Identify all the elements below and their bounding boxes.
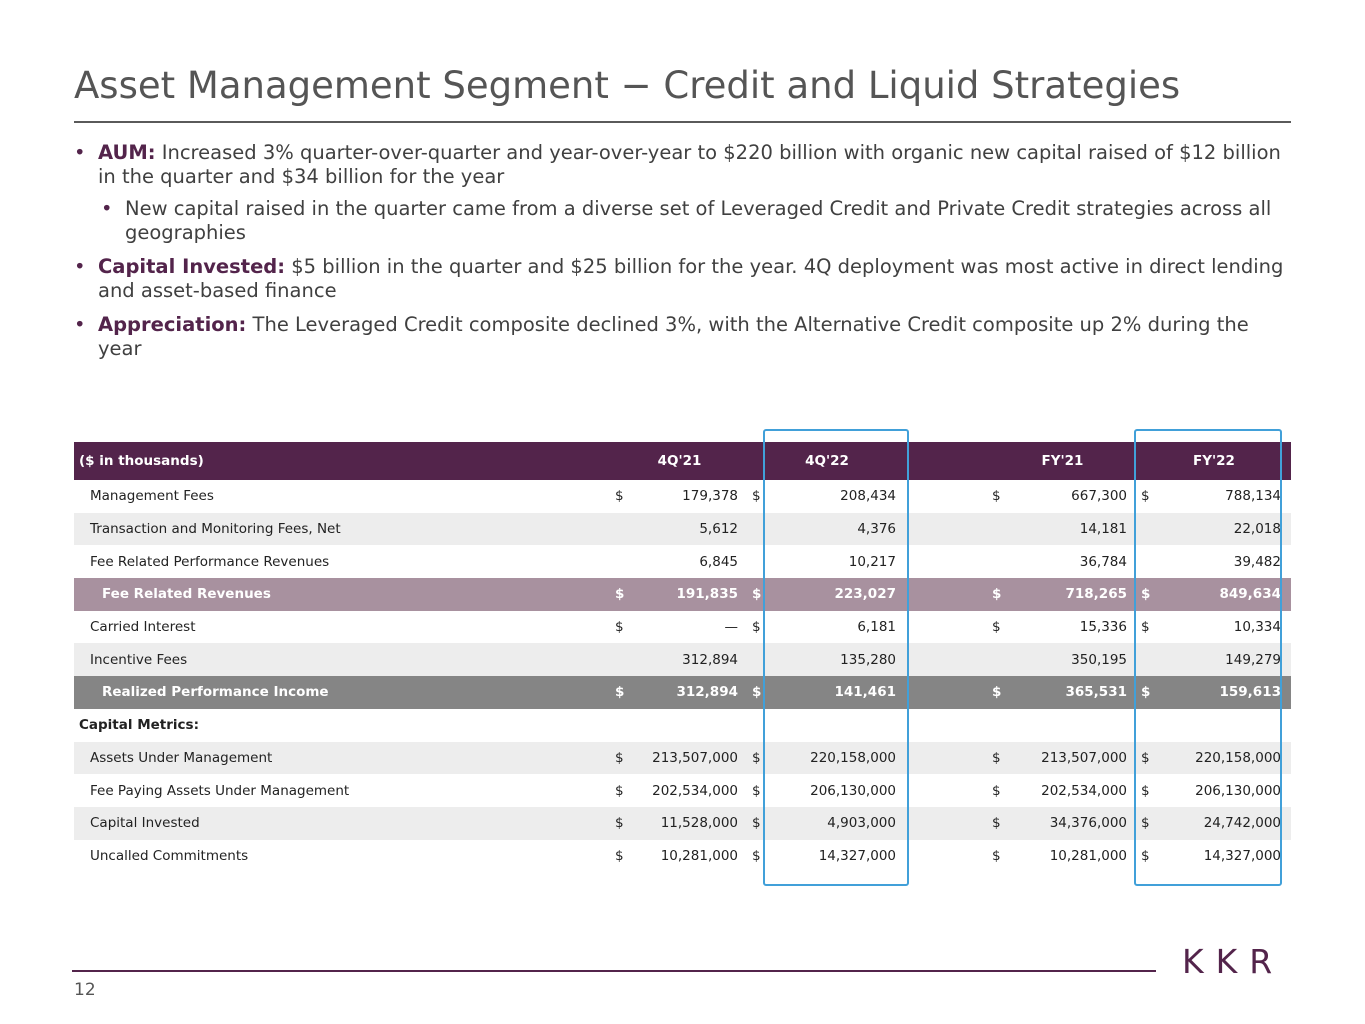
table-cell: 11,528,000 (639, 807, 748, 840)
table-cell: $ (992, 782, 1001, 799)
header-fy22: FY'22 (1137, 442, 1291, 480)
table-cell: $ (752, 782, 761, 799)
table-cell: 213,507,000 (639, 742, 748, 775)
table-cell: 365,531 (1016, 676, 1137, 709)
bullet-dot-icon: • (101, 197, 113, 220)
table-cell: $ (752, 619, 761, 636)
table-cell: $ (988, 676, 1016, 709)
table-row (74, 480, 1291, 513)
table-cell: $ (992, 488, 1001, 505)
header-4q21: 4Q'21 (611, 442, 748, 480)
row-label: Realized Performance Income (74, 676, 611, 709)
row-label: Carried Interest (90, 619, 196, 636)
table-cell (988, 513, 1016, 546)
row-label: Fee Related Performance Revenues (90, 553, 330, 570)
footer-divider (72, 970, 1156, 972)
table-cell: $ (1141, 619, 1150, 636)
table-row (74, 513, 1291, 546)
row-label: Incentive Fees (74, 643, 611, 676)
table-row (74, 545, 1291, 578)
table-cell: 135,280 (776, 643, 906, 676)
financial-table (74, 442, 1291, 872)
table-cell: 788,134 (1225, 488, 1281, 505)
table-cell: 202,534,000 (652, 782, 738, 799)
header-fy21: FY'21 (988, 442, 1137, 480)
table-cell: 10,281,000 (660, 847, 738, 864)
table-cell: 36,784 (1079, 553, 1127, 570)
highlight-box-4q22 (763, 429, 909, 886)
table-cell: $ (748, 578, 776, 611)
row-label: Fee Related Revenues (74, 578, 611, 611)
row-label: Management Fees (90, 488, 214, 505)
kkr-logo: KKR (1182, 942, 1285, 981)
table-cell: 24,742,000 (1165, 807, 1291, 840)
table-row-subtotal (74, 676, 1291, 709)
table-cell: $ (988, 807, 1016, 840)
table-cell (611, 513, 639, 546)
bullet-dot-icon: • (74, 313, 86, 336)
table-cell (988, 643, 1016, 676)
row-label: Fee Paying Assets Under Management (90, 782, 350, 799)
table-cell: $ (988, 578, 1016, 611)
table-cell: 350,195 (1016, 643, 1137, 676)
table-cell: $ (611, 807, 639, 840)
bullet-capital-invested-text: $5 billion in the quarter and $25 billion for the year. 4Q deployment was most active in direct lending and asset-based finance (98, 255, 1284, 302)
table-cell: 149,279 (1165, 643, 1291, 676)
table-cell: 849,634 (1165, 578, 1291, 611)
table-cell: 15,336 (1079, 619, 1127, 636)
table-cell: 667,300 (1071, 488, 1127, 505)
table-cell: 10,217 (848, 553, 896, 570)
bullet-appreciation-label: Appreciation: (98, 313, 247, 336)
bullet-dot-icon: • (74, 255, 86, 278)
table-cell: $ (748, 807, 776, 840)
table-cell: 206,130,000 (1195, 782, 1281, 799)
row-label: Capital Invested (74, 807, 611, 840)
table-row (74, 611, 1291, 644)
table-cell: 34,376,000 (1016, 807, 1137, 840)
table-cell: $ (1137, 578, 1165, 611)
table-cell: 312,894 (639, 643, 748, 676)
table-cell: $ (1141, 488, 1150, 505)
bullet-appreciation (74, 313, 1284, 361)
table-cell: 202,534,000 (1041, 782, 1127, 799)
table-cell: $ (988, 742, 1016, 775)
bullet-aum-text: Increased 3% quarter-over-quarter and year-over-year to $220 billion with organic new capital raised of $12 billion in the quarter and $34 billion for the year (98, 141, 1281, 188)
header-4q22: 4Q'22 (748, 442, 906, 480)
table-section-header (74, 709, 1291, 742)
bullet-capital-invested-label: Capital Invested: (98, 255, 286, 278)
bullet-new-capital (101, 197, 1284, 245)
table-cell: $ (748, 676, 776, 709)
table-row (74, 643, 1291, 676)
table-cell: 718,265 (1016, 578, 1137, 611)
bullet-new-capital-text: New capital raised in the quarter came from a diverse set of Leveraged Credit and Private Credit strategies across all geographies (125, 197, 1272, 244)
table-cell: $ (1141, 782, 1150, 799)
table-cell: 312,894 (639, 676, 748, 709)
bullet-aum-label: AUM: (98, 141, 156, 164)
table-cell: 220,158,000 (1165, 742, 1291, 775)
table-cell: $ (1141, 847, 1150, 864)
table-cell: 4,376 (776, 513, 906, 546)
bullet-capital-invested (74, 255, 1284, 303)
table-cell: $ (611, 578, 639, 611)
table-cell: 223,027 (776, 578, 906, 611)
table-cell (988, 545, 1016, 578)
bullet-appreciation-text: The Leveraged Credit composite declined 3%, with the Alternative Credit composite up 2% during the year (98, 313, 1249, 360)
table-cell: $ (615, 847, 624, 864)
table-header-row (74, 442, 1291, 480)
row-label: Uncalled Commitments (90, 847, 249, 864)
table-cell (611, 643, 639, 676)
title-divider (74, 121, 1291, 123)
table-cell: 6,181 (857, 619, 896, 636)
table-cell: 39,482 (1233, 553, 1281, 570)
row-label: Transaction and Monitoring Fees, Net (74, 513, 611, 546)
table-cell: $ (1137, 676, 1165, 709)
table-row (74, 840, 1291, 873)
table-cell: 179,378 (682, 488, 738, 505)
table-cell: 213,507,000 (1016, 742, 1137, 775)
bullet-aum (74, 141, 1284, 189)
page-title: Asset Management Segment − Credit and Liquid Strategies (74, 64, 1181, 107)
table-cell: 220,158,000 (776, 742, 906, 775)
bullet-list (74, 141, 1284, 371)
table-cell: $ (611, 676, 639, 709)
table-cell: 159,613 (1165, 676, 1291, 709)
page-number: 12 (74, 980, 96, 1000)
table-cell: 10,334 (1233, 619, 1281, 636)
table-cell: 14,327,000 (818, 847, 896, 864)
bullet-dot-icon: • (74, 141, 86, 164)
table-row (74, 774, 1291, 807)
table-row (74, 742, 1291, 775)
table-cell: $ (752, 488, 761, 505)
table-cell: $ (611, 742, 639, 775)
table-cell: $ (992, 619, 1001, 636)
table-cell: 206,130,000 (810, 782, 896, 799)
table-cell: $ (1137, 742, 1165, 775)
table-cell: 14,181 (1016, 513, 1137, 546)
table-cell: 141,461 (776, 676, 906, 709)
table-cell: $ (615, 782, 624, 799)
table-cell: 191,835 (639, 578, 748, 611)
row-label: Assets Under Management (74, 742, 611, 775)
table-cell: — (724, 619, 738, 636)
table-cell: 208,434 (840, 488, 896, 505)
table-cell: 4,903,000 (776, 807, 906, 840)
table-cell: 6,845 (699, 553, 738, 570)
table-row-subtotal (74, 578, 1291, 611)
table-cell: 10,281,000 (1049, 847, 1127, 864)
table-cell: $ (992, 847, 1001, 864)
table-cell: 22,018 (1165, 513, 1291, 546)
table-row (74, 807, 1291, 840)
table-cell: $ (748, 742, 776, 775)
table-cell: 5,612 (639, 513, 748, 546)
table-cell: $ (615, 619, 624, 636)
section-label: Capital Metrics: (79, 717, 199, 734)
table-cell: $ (1137, 807, 1165, 840)
table-cell: 14,327,000 (1203, 847, 1281, 864)
highlight-box-fy22 (1134, 429, 1282, 886)
table-cell: $ (615, 488, 624, 505)
table-cell: $ (752, 847, 761, 864)
table-cell (611, 545, 639, 578)
header-units: ($ in thousands) (74, 442, 611, 480)
